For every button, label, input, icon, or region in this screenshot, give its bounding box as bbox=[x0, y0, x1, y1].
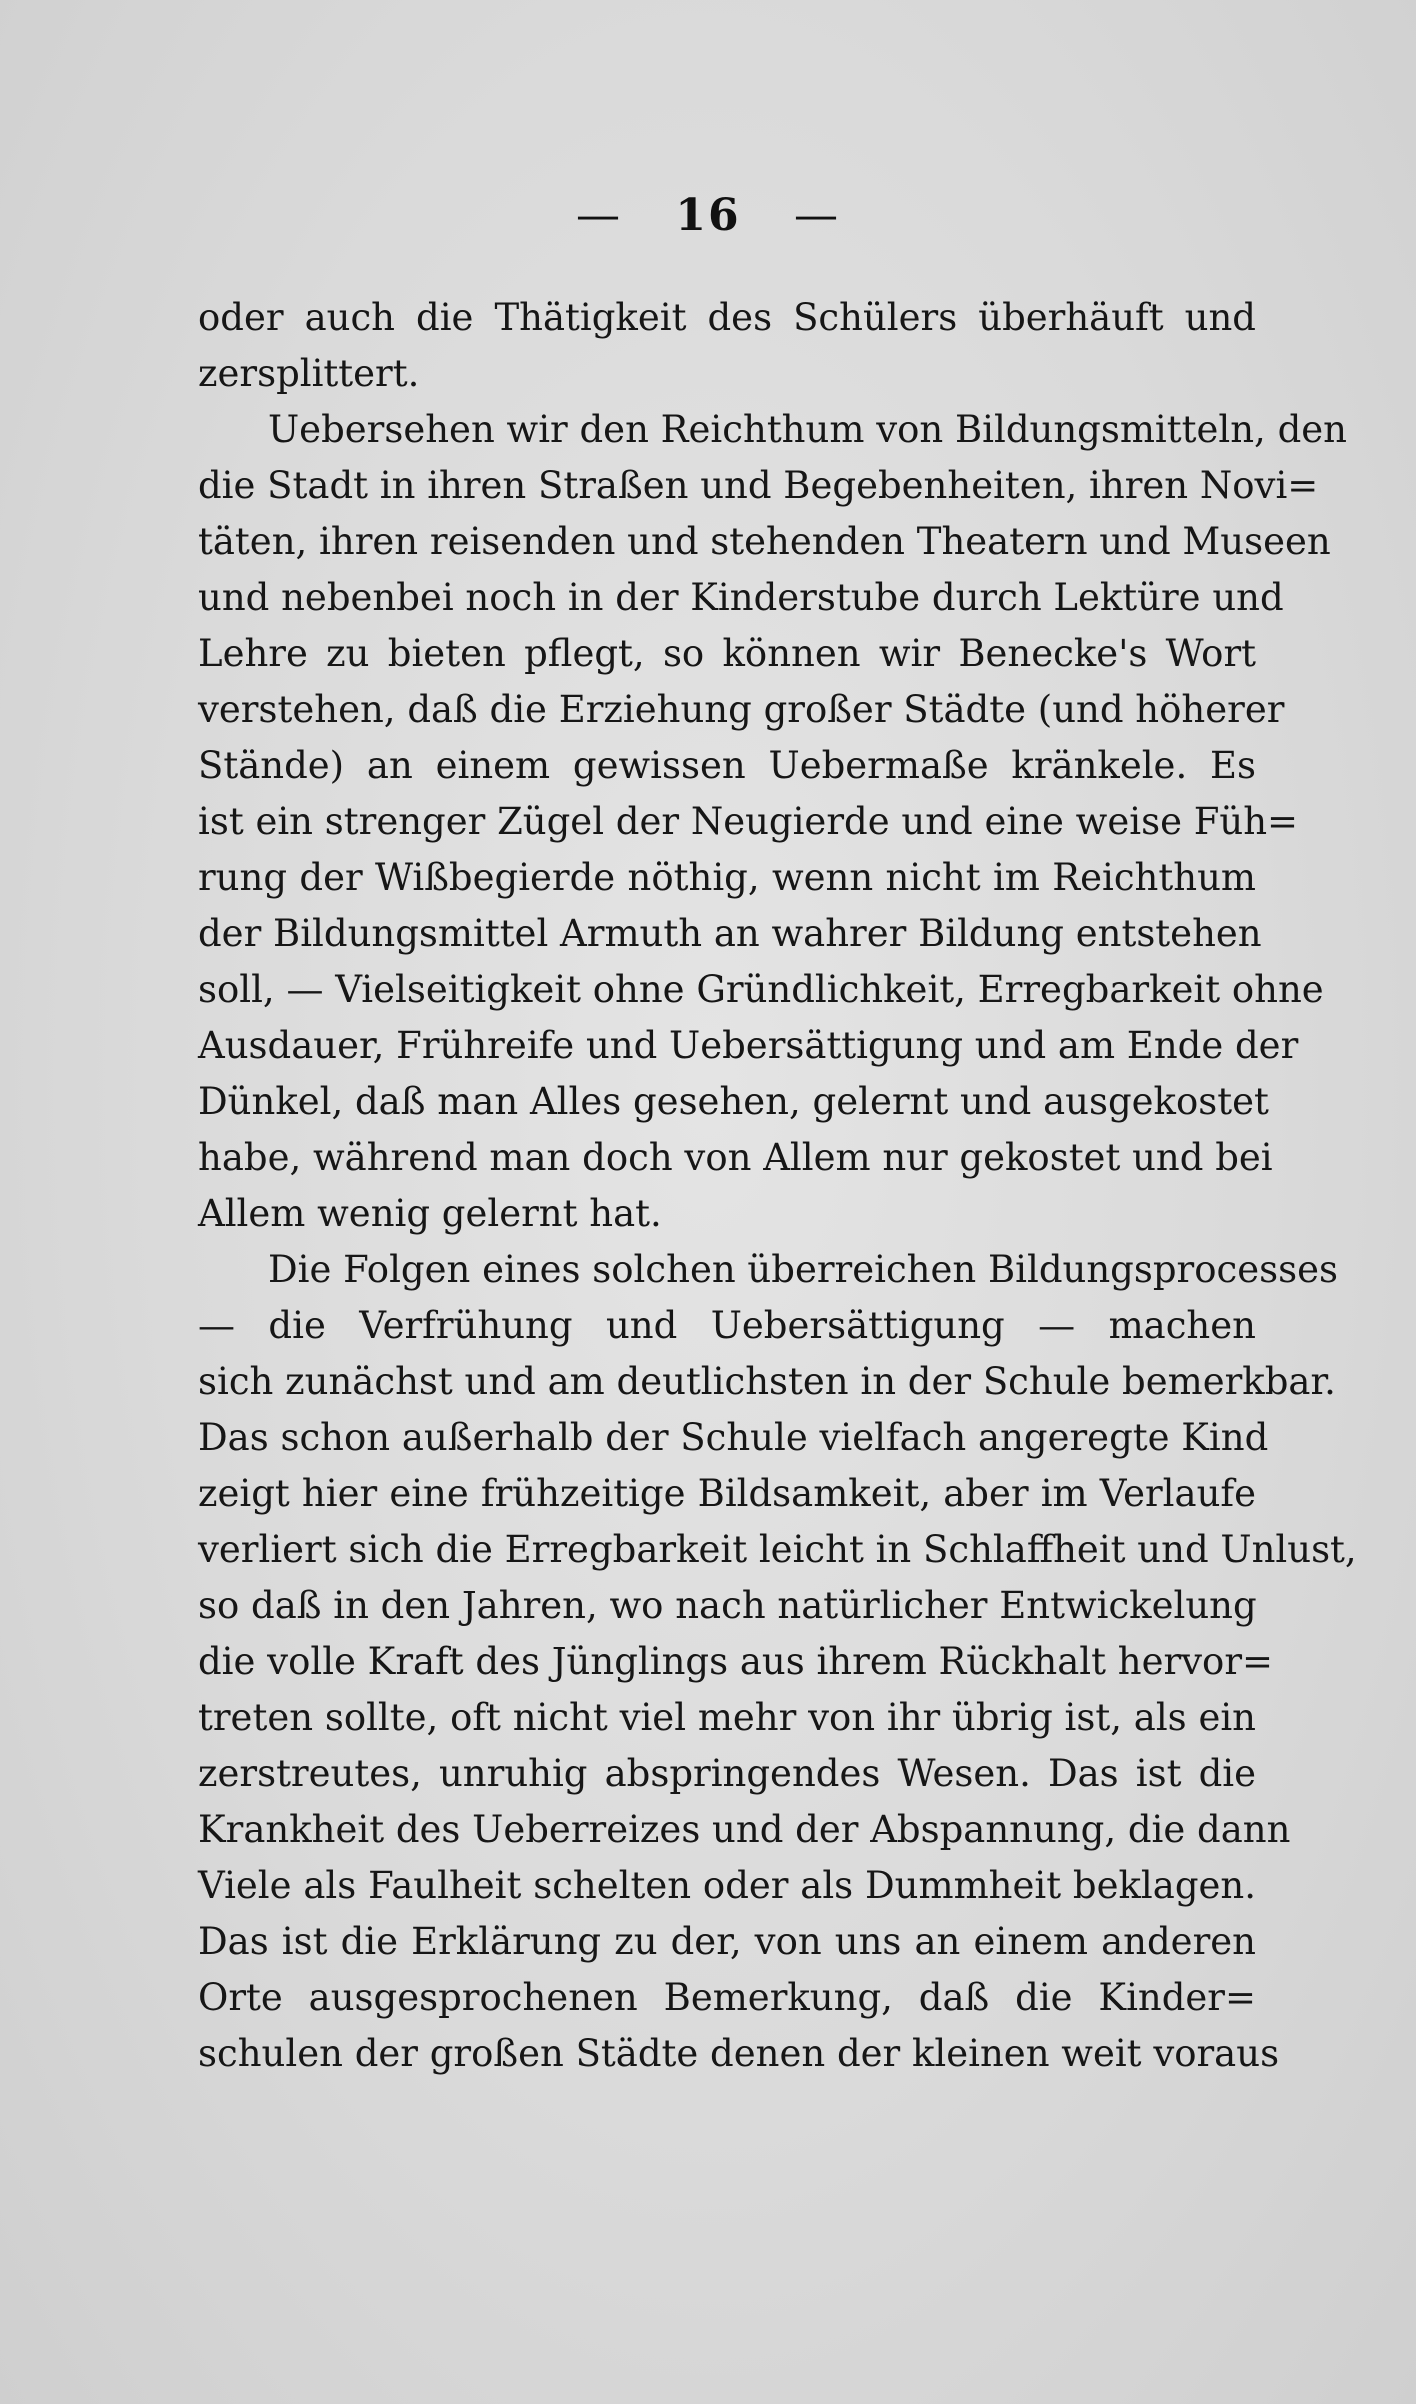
text-line: zerstreutes, unruhig abspringendes Wesen. Das ist die bbox=[198, 1752, 1256, 1795]
text-line: oder auch die Thätigkeit des Schülers überhäuft und bbox=[198, 296, 1256, 339]
text-line: soll, — Vielseitigkeit ohne Gründlichkeit, Erregbarkeit ohne bbox=[198, 968, 1324, 1011]
paragraph-start-line: Uebersehen wir den Reichthum von Bildungsmitteln, den bbox=[268, 408, 1347, 451]
header-dash-left: — bbox=[576, 190, 623, 241]
text-line: zersplittert. bbox=[198, 352, 420, 395]
text-line: rung der Wißbegierde nöthig, wenn nicht im Reichthum bbox=[198, 856, 1256, 899]
page-number: 16 bbox=[675, 190, 741, 241]
text-line: Das schon außerhalb der Schule vielfach angeregte Kind bbox=[198, 1416, 1269, 1459]
text-line: Orte ausgesprochenen Bemerkung, daß die Kinder= bbox=[198, 1976, 1256, 2019]
paragraph-start-line: Die Folgen eines solchen überreichen Bildungsprocesses bbox=[268, 1248, 1338, 1291]
text-line: so daß in den Jahren, wo nach natürlicher Entwickelung bbox=[198, 1584, 1257, 1627]
text-line: treten sollte, oft nicht viel mehr von ihr übrig ist, als ein bbox=[198, 1696, 1256, 1739]
text-line: Stände) an einem gewissen Uebermaße kränkele. Es bbox=[198, 744, 1256, 787]
text-line: verliert sich die Erregbarkeit leicht in Schlaffheit und Unlust, bbox=[198, 1528, 1357, 1571]
text-line: schulen der großen Städte denen der kleinen weit voraus bbox=[198, 2032, 1280, 2075]
text-line: habe, während man doch von Allem nur gekostet und bei bbox=[198, 1136, 1273, 1179]
text-line: täten, ihren reisenden und stehenden Theatern und Museen bbox=[198, 520, 1331, 563]
header-dash-right: — bbox=[793, 190, 840, 241]
text-line: ist ein strenger Zügel der Neugierde und eine weise Füh= bbox=[198, 800, 1299, 843]
text-line: Das ist die Erklärung zu der, von uns an einem anderen bbox=[198, 1920, 1256, 1963]
text-line: Krankheit des Ueberreizes und der Abspannung, die dann bbox=[198, 1808, 1291, 1851]
text-line: Dünkel, daß man Alles gesehen, gelernt und ausgekostet bbox=[198, 1080, 1269, 1123]
text-line: und nebenbei noch in der Kinderstube durch Lektüre und bbox=[198, 576, 1284, 619]
text-line: die Stadt in ihren Straßen und Begebenheiten, ihren Novi= bbox=[198, 464, 1319, 507]
text-line: der Bildungsmittel Armuth an wahrer Bildung entstehen bbox=[198, 912, 1262, 955]
page-header bbox=[0, 190, 1416, 241]
text-line: — die Verfrühung und Uebersättigung — machen bbox=[198, 1304, 1256, 1347]
body-text bbox=[198, 290, 1357, 2082]
text-line: Allem wenig gelernt hat. bbox=[198, 1192, 662, 1235]
text-line: Lehre zu bieten pflegt, so können wir Benecke's Wort bbox=[198, 632, 1256, 675]
text-line: verstehen, daß die Erziehung großer Städte (und höherer bbox=[198, 688, 1285, 731]
text-line: Ausdauer, Frühreife und Uebersättigung und am Ende der bbox=[198, 1024, 1299, 1067]
text-line: sich zunächst und am deutlichsten in der Schule bemerkbar. bbox=[198, 1360, 1336, 1403]
text-line: zeigt hier eine frühzeitige Bildsamkeit, aber im Verlaufe bbox=[198, 1472, 1256, 1515]
text-line: die volle Kraft des Jünglings aus ihrem Rückhalt hervor= bbox=[198, 1640, 1274, 1683]
text-line: Viele als Faulheit schelten oder als Dummheit beklagen. bbox=[198, 1864, 1256, 1907]
